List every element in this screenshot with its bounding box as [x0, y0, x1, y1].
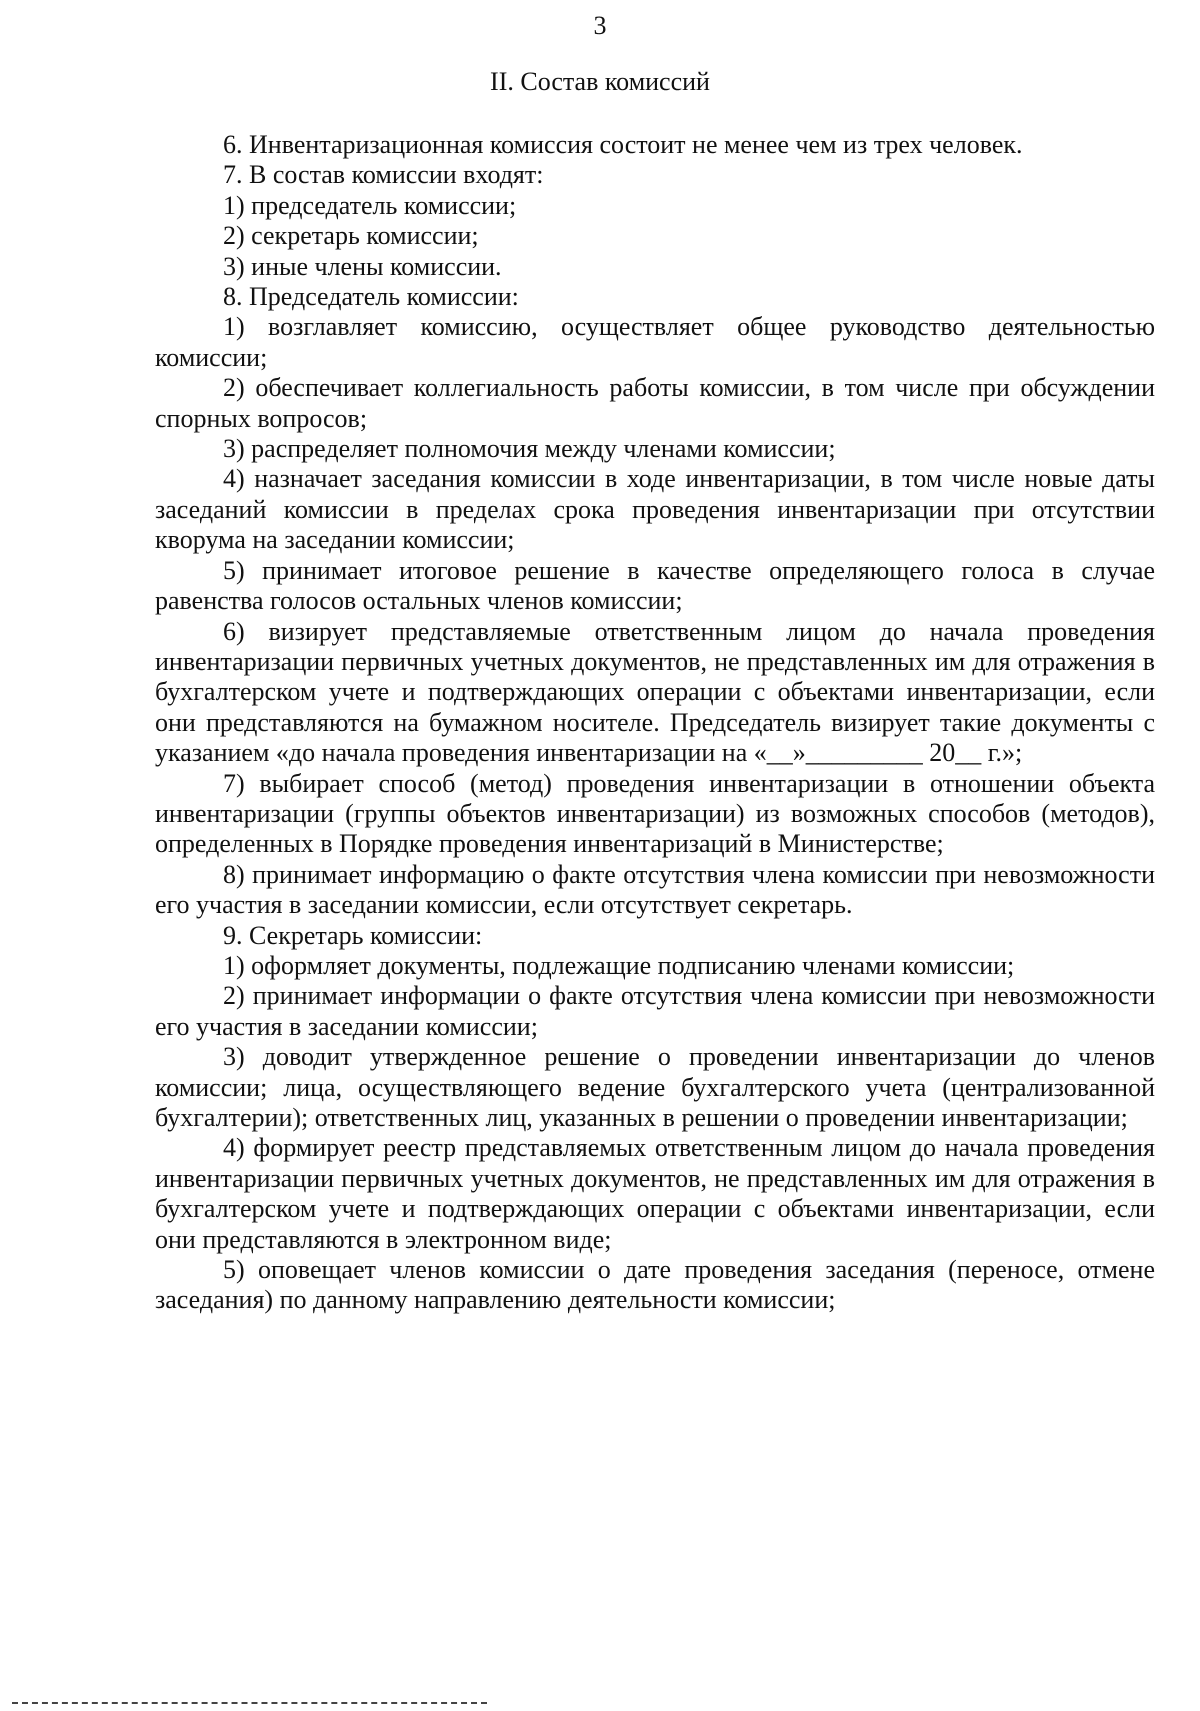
page-number: 3	[593, 11, 607, 40]
list-item: 3) иные члены комиссии.	[223, 251, 502, 281]
paragraph-6: 6. Инвентаризационная комиссия состоит не менее чем из трех человек.	[223, 130, 1023, 159]
list-item: 2) принимает информации о факте отсутствия члена комиссии при невозможности его участия в заседании комиссии;	[155, 981, 1155, 1041]
list-item: 6) визирует представляемые ответственным лицом до начала проведения инвентаризации первичных учетных документов, не представленных им для отражения в бухгалтерском учете и подтверждающих операции с объектами инвентаризации, если они представляются на бумажном носителе. Председатель визирует такие документы с указанием «до начала проведения инвентаризации на «__»_________ 20__ г.»;	[155, 616, 1155, 768]
list-item: 5) принимает итоговое решение в качестве определяющего голоса в случае равенства голосов остальных членов комиссии;	[155, 555, 1155, 616]
list-item: 4) назначает заседания комиссии в ходе инвентаризации, в том числе новые даты заседаний комиссии в пределах срока проведения инвентаризации при отсутствии кворума на заседании комиссии;	[155, 464, 1155, 555]
paragraph-9: 9. Секретарь комиссии:	[223, 920, 483, 950]
list-item: 5) оповещает членов комиссии о дате проведения заседания (переносе, отмене заседания) по данному направлению деятельности комиссии;	[155, 1255, 1155, 1315]
list-item: 1) председатель комиссии;	[223, 190, 517, 220]
list-item: 7) выбирает способ (метод) проведения инвентаризации в отношении объекта инвентаризации (группы объектов инвентаризации) из возможных способов (методов), определенных в Порядке проведения инвентаризаций в Министерстве;	[155, 768, 1155, 859]
list-item: 2) секретарь комиссии;	[223, 221, 479, 251]
list-item: 8) принимает информацию о факте отсутствия члена комиссии при невозможности его участия в заседании комиссии, если отсутствует секретарь.	[155, 859, 1155, 920]
paragraph-8: 8. Председатель комиссии:	[223, 282, 519, 312]
list-item: 3) распределяет полномочия между членами комиссии;	[223, 434, 836, 464]
list-item: 1) оформляет документы, подлежащие подписанию членами комиссии;	[223, 950, 1015, 980]
list-item: 4) формирует реестр представляемых ответственным лицом до начала проведения инвентаризации первичных учетных документов, не представленных им для отражения в бухгалтерском учете и подтверждающих операции с объектами инвентаризации, если они представляются в электронном виде;	[155, 1133, 1155, 1254]
list-item: 2) обеспечивает коллегиальность работы комиссии, в том числе при обсуждении спорных вопросов;	[155, 373, 1155, 433]
footer-divider	[12, 1702, 487, 1704]
list-item: 3) доводит утвержденное решение о проведении инвентаризации до членов комиссии; лица, осуществляющего ведение бухгалтерского учета (централизованной бухгалтерии); ответственных лиц, указанных в решении о проведении инвентаризации;	[155, 1042, 1155, 1132]
list-item: 1) возглавляет комиссию, осуществляет общее руководство деятельностью комиссии;	[155, 312, 1155, 372]
document-body	[155, 130, 1155, 1316]
paragraph-7: 7. В состав комиссии входят:	[223, 160, 544, 190]
section-title: II. Состав комиссий	[490, 67, 710, 96]
